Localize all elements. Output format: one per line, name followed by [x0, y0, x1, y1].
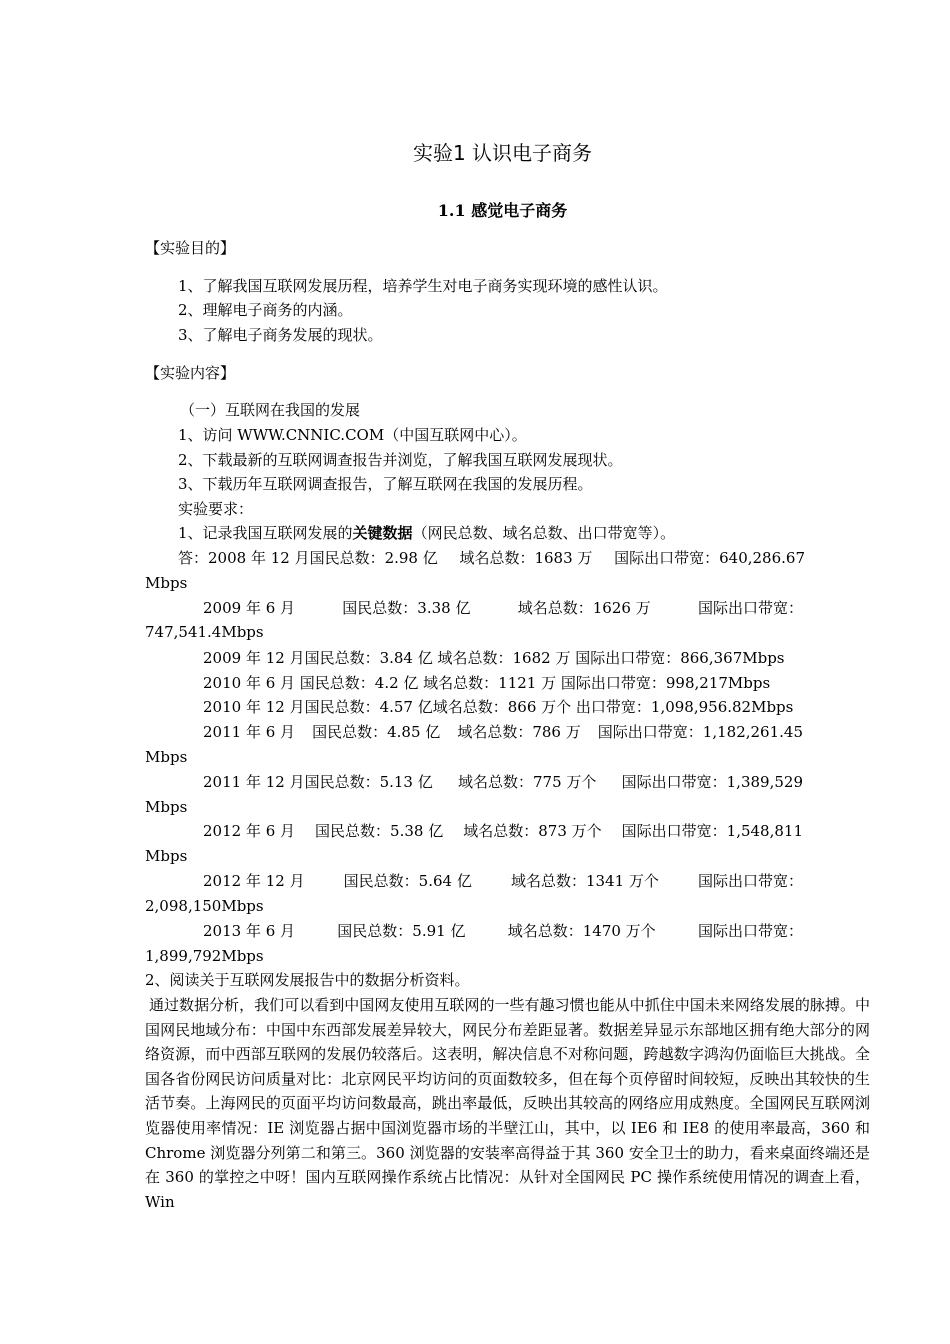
answer-users: 国民总数：3.38 亿: [342, 599, 471, 617]
step-2: 2、下载最新的互联网调查报告并浏览，了解我国互联网发展现状。: [178, 451, 623, 469]
answer-domains: 域名总数：786 万: [457, 723, 581, 741]
answer-prefix: 答：: [178, 549, 209, 567]
answer-2008-12-wrap: Mbps: [145, 574, 188, 592]
answer-users: 国民总数：5.91 亿: [337, 922, 466, 940]
answer-2011-06: [203, 722, 803, 742]
answer-domains: 域名总数：1470 万个: [507, 922, 656, 940]
section-subtitle: 1.1 感觉电子商务: [437, 201, 568, 220]
answer-2013-06: [203, 921, 803, 941]
answer-2011-12: [203, 772, 803, 792]
answer-bandwidth: 国际出口带宽：640,286.67: [614, 549, 805, 567]
answer-2012-06: [203, 821, 803, 841]
answer-bandwidth: 国际出口带宽：1,182,261.45: [597, 723, 803, 741]
step-1: 1、访问 WWW.CNNIC.COM（中国互联网中心）。: [178, 426, 527, 444]
requirement-1-keyword: 关键数据: [352, 524, 413, 542]
answer-period: 2012 年 12 月: [203, 872, 305, 890]
answer-domains: 域名总数：1341 万个: [510, 872, 659, 890]
answer-users: 国民总数：5.38 亿: [315, 822, 444, 840]
answer-domains: 域名总数：873 万个: [463, 822, 602, 840]
answer-bandwidth: 国际出口带宽：: [697, 922, 803, 940]
purpose-item-1: 1、了解我国互联网发展历程，培养学生对电子商务实现环境的感性认识。: [178, 277, 668, 295]
answer-2013-06-wrap: 1,899,792Mbps: [145, 947, 264, 965]
answer-2010-06: 2010 年 6 月 国民总数：4.2 亿 域名总数：1121 万 国际出口带宽：998,217Mbps: [203, 674, 771, 692]
answer-bandwidth: 国际出口带宽：1,548,811: [621, 822, 803, 840]
answer-prefix-period: [178, 548, 438, 568]
answer-2008-12: [178, 548, 805, 568]
answer-period: 2009 年 6 月: [203, 599, 296, 617]
answer-bandwidth: 国际出口带宽：: [697, 599, 803, 617]
purpose-heading: 【实验目的】: [145, 239, 236, 257]
analysis-paragraph: 通过数据分析，我们可以看到中国网友使用互联网的一些有趣习惯也能从中抓住中国未来网络发展的脉搏。中国网民地域分布：中国中东西部发展差异较大，网民分布差距显著。数据差异显示东部地区拥有绝大部分的网络资源，而中西部互联网的发展仍较落后。这表明，解决信息不对称问题，跨越数字鸿沟仍面临巨大挑战。全国各省份网民访问质量对比：北京网民平均访问的页面数较多，但在每个页停留时间较短，反映出其较快的生活节奏。上海网民的页面平均访问数最高，跳出率最低，反映出其较高的网络应用成熟度。全国网民互联网浏览器使用率情况：IE 浏览器占据中国浏览器市场的半壁江山，其中，以 IE6 和 IE8 的使用率最高，360 和 Chrome 浏览器分列第二和第三。360 浏览器的安装率高得益于其 360 安全卫士的助力，看来桌面终端还是在 360 的掌控之中呀！国内互联网操作系统占比情况：从针对全国网民 PC 操作系统使用情况的调查上看，Win: [145, 996, 870, 1211]
answer-2012-12: [203, 871, 803, 891]
answer-2010-12: 2010 年 12 月国民总数：4.57 亿域名总数：866 万个 出口带宽：1,098,956.82Mbps: [203, 698, 794, 716]
answer-2012-06-wrap: Mbps: [145, 847, 188, 865]
requirement-1: [178, 523, 675, 543]
answer-bandwidth: 国际出口带宽：: [697, 872, 803, 890]
purpose-item-2: 2、理解电子商务的内涵。: [178, 301, 353, 319]
answer-period: 2013 年 6 月: [203, 922, 296, 940]
answer-period: 2011 年 12 月国民总数：5.13 亿: [203, 773, 433, 791]
answer-2009-12: 2009 年 12 月国民总数：3.84 亿 域名总数：1682 万 国际出口带宽：866,367Mbps: [203, 649, 785, 667]
requirement-label: 实验要求：: [178, 500, 254, 518]
answer-users: 国民总数：4.85 亿: [312, 723, 441, 741]
purpose-item-3: 3、了解电子商务发展的现状。: [178, 326, 383, 344]
requirement-2: 2、阅读关于互联网发展报告中的数据分析资料。: [145, 971, 470, 989]
answer-period: 2012 年 6 月: [203, 822, 296, 840]
answer-period: 2008 年 12 月国民总数：2.98 亿: [208, 549, 438, 567]
answer-2011-06-wrap: Mbps: [145, 748, 188, 766]
part1-heading: （一）互联网在我国的发展: [180, 401, 361, 419]
content-heading: 【实验内容】: [145, 364, 236, 382]
answer-domains: 域名总数：775 万个: [457, 773, 597, 791]
answer-bandwidth: 国际出口带宽：1,389,529: [621, 773, 803, 791]
answer-2011-12-wrap: Mbps: [145, 798, 188, 816]
answer-2012-12-wrap: 2,098,150Mbps: [145, 897, 264, 915]
requirement-1-prefix: 1、记录我国互联网发展的: [178, 524, 353, 542]
answer-2009-06: [203, 598, 803, 618]
document-title: 实验1 认识电子商务: [412, 141, 593, 165]
requirement-1-suffix: （网民总数、域名总数、出口带宽等）。: [412, 524, 676, 542]
answer-2009-06-wrap: 747,541.4Mbps: [145, 623, 264, 641]
answer-users: 国民总数：5.64 亿: [343, 872, 472, 890]
answer-period: 2011 年 6 月: [203, 723, 296, 741]
step-3: 3、下载历年互联网调查报告，了解互联网在我国的发展历程。: [178, 475, 593, 493]
answer-domains: 域名总数：1683 万: [459, 549, 593, 567]
answer-domains: 域名总数：1626 万: [517, 599, 651, 617]
